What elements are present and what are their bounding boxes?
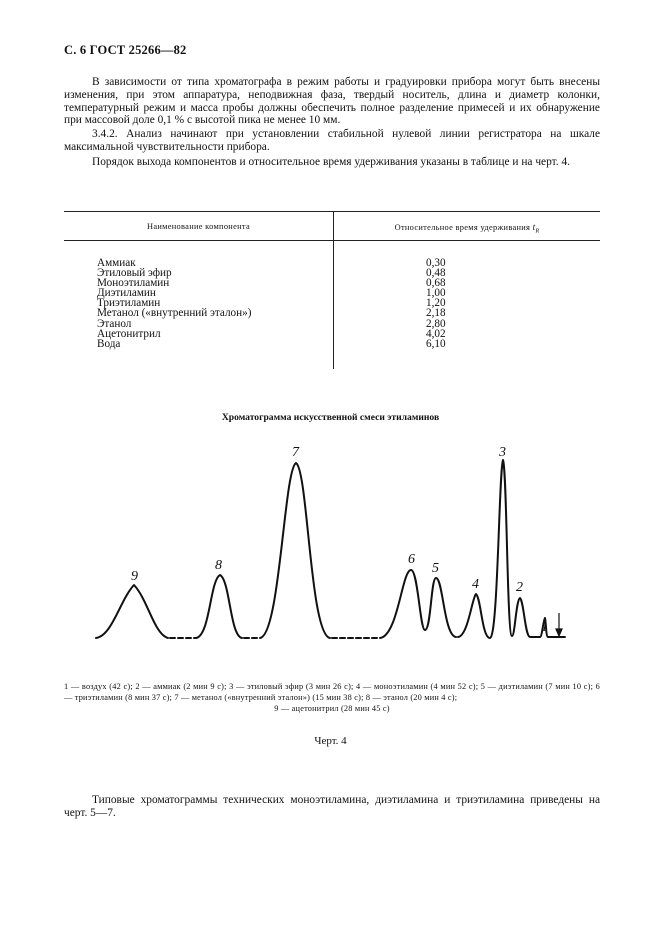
peak-label-5: 5 <box>432 561 439 576</box>
table-row-value: 1,20 <box>426 297 446 310</box>
table-row-value: 0,48 <box>426 267 446 280</box>
table-row-name: Метанол («внутренний эталон») <box>97 307 252 320</box>
table-row-name: Этиловый эфир <box>97 267 172 280</box>
table-row-value: 0,68 <box>426 277 446 290</box>
paragraph-conditions: В зависимости от типа хроматографа в режим работы и градуировки прибора могут быть внесены изменения, при этом аппаратура, неподвижная фаза, твердый носитель, длина и диаметр колонки, температурный режим и масса пробы должны обеспечить полное разделение примесей и их обнаружение при массовой доле 0,1 % с высотой пика не менее 10 мм. <box>64 76 600 127</box>
peak-7 <box>260 463 330 638</box>
peak-label-6: 6 <box>408 552 415 567</box>
table-row-value: 6,10 <box>426 337 446 350</box>
peak-label-1: 1 <box>541 620 548 635</box>
table-header-retention-symbol: t <box>532 222 536 232</box>
injection-arrow-icon <box>556 629 562 636</box>
chromatogram-legend <box>64 681 600 715</box>
table-header-rule <box>64 240 600 241</box>
table-top-rule <box>64 211 600 212</box>
table-row-value: 2,80 <box>426 317 446 330</box>
table-names-column <box>97 258 251 349</box>
peak-label-8: 8 <box>215 558 222 573</box>
table-values-column <box>426 258 446 349</box>
page-header: С. 6 ГОСТ 25266—82 <box>64 43 187 57</box>
legend-line-2: 9 — ацетонитрил (28 мин 45 с) <box>274 704 390 714</box>
table-header-retention <box>334 222 600 235</box>
peak-6-5 <box>380 570 456 638</box>
peak-label-4: 4 <box>472 577 479 592</box>
table-row-name: Моноэтиламин <box>97 277 170 290</box>
table-row-name: Этанол <box>97 317 132 330</box>
table-row-value: 4,02 <box>426 327 446 340</box>
table-row-value: 2,18 <box>426 307 446 320</box>
table-header-retention-subscript: R <box>535 228 540 235</box>
legend-line-1: 1 — воздух (42 с); 2 — аммиак (2 мин 9 с); 3 — этиловый эфир (3 мин 26 с); 4 — моноэтиламин (4 мин 52 с); 5 — диэтиламин (7 мин 10 с); 6 — триэтиламин (8 мин 37 с); 7 — метанол («внутренний эталон») (15 мин 38 с); 8 — этанол (20 мин 4 с); <box>64 682 600 703</box>
table-header-component: Наименование компонента <box>147 222 250 231</box>
table-row-name: Вода <box>97 337 121 350</box>
peak-label-2: 2 <box>516 580 523 595</box>
table-row-name: Аммиак <box>97 257 136 269</box>
table-row-name: Ацетонитрил <box>97 327 161 340</box>
peak-label-7: 7 <box>292 445 299 460</box>
peak-4-3-2-1 <box>458 460 565 638</box>
chromatogram-title: Хроматограмма искусственной смеси этиламинов <box>221 412 440 423</box>
table-header-retention-label: Относительное время удерживания <box>394 223 531 232</box>
chromatogram <box>0 430 661 670</box>
peak-9 <box>96 585 168 638</box>
paragraph-3-4-2: 3.4.2. Анализ начинают при установлении стабильной нулевой линии регистратора на шкале максимальной чувствительности прибора. <box>64 128 600 153</box>
peak-label-9: 9 <box>131 569 138 584</box>
table-row-name: Триэтиламин <box>97 297 161 310</box>
table-row-name: Диэтиламин <box>97 287 156 300</box>
paragraph-typical-chromatograms: Типовые хроматограммы технических моноэтиламина, диэтиламина и триэтиламина приведены на черт. 5—7. <box>64 794 600 819</box>
table-column-divider <box>333 212 334 369</box>
paragraph-order: Порядок выхода компонентов и относительное время удерживания указаны в таблице и на черт. 4. <box>92 156 571 168</box>
figure-caption: Черт. 4 <box>314 735 347 747</box>
table-row-value: 1,00 <box>426 287 446 300</box>
peak-label-3: 3 <box>499 445 506 460</box>
table-row-value: 0,30 <box>426 257 446 269</box>
peak-8 <box>196 575 242 638</box>
